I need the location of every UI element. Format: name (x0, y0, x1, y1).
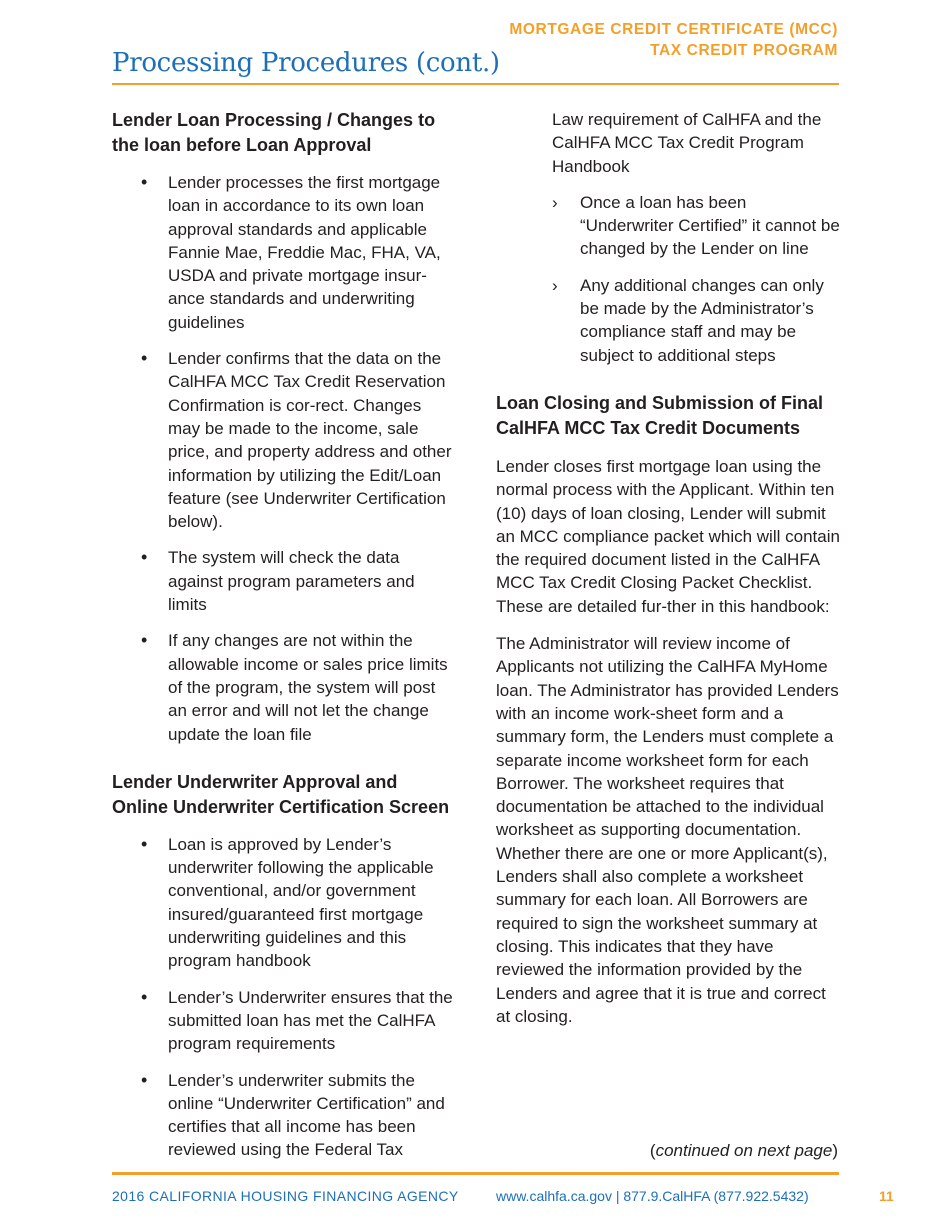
list-item: • Loan is approved by Lender’s underwriter following the applicable conventional, and/or government insured/guaranteed first mortgage underwriting guidelines and this program handbook (112, 833, 458, 973)
list-item: • Lender processes the first mortgage loan in accordance to its own loan approval standards and applicable Fannie Mae, Freddie Mac, FHA, VA, USDA and private mortgage insur-ance standards and underwriting guidelines (112, 171, 458, 334)
heading-line: Lender Underwriter Approval and (112, 771, 398, 792)
section-heading-loan-closing (496, 391, 842, 441)
list-item (496, 191, 842, 261)
continued-bullet-text: Law requirement of CalHFA and the CalHFA MCC Tax Credit Program Handbook (552, 110, 822, 176)
sub-bullet-text: Any additional changes can only be made by the Administrator’s compliance staff and may be subject to additional steps (580, 275, 824, 365)
heading-line: CalHFA MCC Tax Credit Documents (496, 417, 801, 438)
footer-agency: 2016 CALIFORNIA HOUSING FINANCING AGENCY (112, 1188, 459, 1204)
paren-close: ) (832, 1141, 838, 1160)
heading-line: Loan Closing and Submission of Final (496, 392, 824, 413)
income-review-paragraph: The Administrator will review income of Applicants not utilizing the CalHFA MyHome loan. The Administrator has provided Lenders with an income work-sheet form and a summary form, the Lenders must complete a separate income worksheet form for each Borrower. The worksheet requires that documentation be attached to the individual worksheet as supporting documentation. Whether there are one or more Applicant(s), Lenders shall also complete a worksheet summary for each loan. All Borrowers are required to sign the worksheet summary at closing. This indicates that they have reviewed the information provided by the Lenders and agree that it is true and correct at closing. (496, 634, 839, 1026)
program-header-line2: TAX CREDIT PROGRAM (650, 42, 838, 59)
heading-line: Online Underwriter Certification Screen (112, 796, 450, 817)
list-item: • If any changes are not within the allowable income or sales price limits of the program, the system will post an error and will not let the change update the loan file (112, 629, 458, 745)
list-item: • The system will check the data against program parameters and limits (112, 546, 458, 616)
right-column (496, 108, 842, 1028)
list-item: • Lender’s underwriter submits the online “Underwriter Certification” and certifies that all income has been reviewed using the Federal Tax (112, 1069, 458, 1162)
section-heading-loan-processing (112, 108, 458, 158)
certification-sub-list (496, 191, 842, 367)
footer-divider (112, 1172, 839, 1175)
loan-closing-paragraph: Lender closes first mortgage loan using the normal process with the Applicant. Within ten (10) days of loan closing, Lender will submit an MCC compliance packet which will contain the required document listed in the CalHFA MCC Tax Credit Closing Packet Checklist. These are detailed fur-ther in this handbook: (496, 456, 840, 616)
list-item (496, 274, 842, 367)
continued-text: continued on next page (655, 1141, 833, 1160)
program-header-line1: MORTGAGE CREDIT CERTIFICATE (MCC) (509, 21, 838, 38)
page-title: Processing Procedures (cont.) (112, 48, 500, 78)
heading-line: the loan before Loan Approval (112, 135, 372, 155)
section-heading-underwriter-approval (112, 770, 458, 820)
paren-open: ( (649, 1141, 656, 1160)
list-item: • Lender’s Underwriter ensures that the submitted loan has met the CalHFA program requirements (112, 986, 458, 1056)
left-column (112, 108, 458, 1162)
chevron-right-icon: › (552, 275, 558, 295)
continued-note (650, 1141, 838, 1161)
program-header (509, 19, 838, 61)
heading-line: Lender Loan Processing / Changes to (112, 110, 436, 130)
underwriter-approval-list (112, 833, 458, 1162)
page-number: 11 (879, 1188, 894, 1204)
header-divider (112, 83, 839, 85)
chevron-right-icon: › (552, 192, 558, 212)
loan-processing-list (112, 171, 458, 746)
list-item: • Lender confirms that the data on the CalHFA MCC Tax Credit Reservation Confirmation is cor-rect. Changes may be made to the income, sale price, and property address and other information by utilizing the Edit/Loan feature (see Underwriter Certification below). (112, 347, 458, 533)
footer-contact: www.calhfa.ca.gov | 877.9.CalHFA (877.922.5432) (496, 1188, 809, 1204)
sub-bullet-text: Once a loan has been “Underwriter Certified” it cannot be changed by the Lender on line (580, 192, 840, 259)
